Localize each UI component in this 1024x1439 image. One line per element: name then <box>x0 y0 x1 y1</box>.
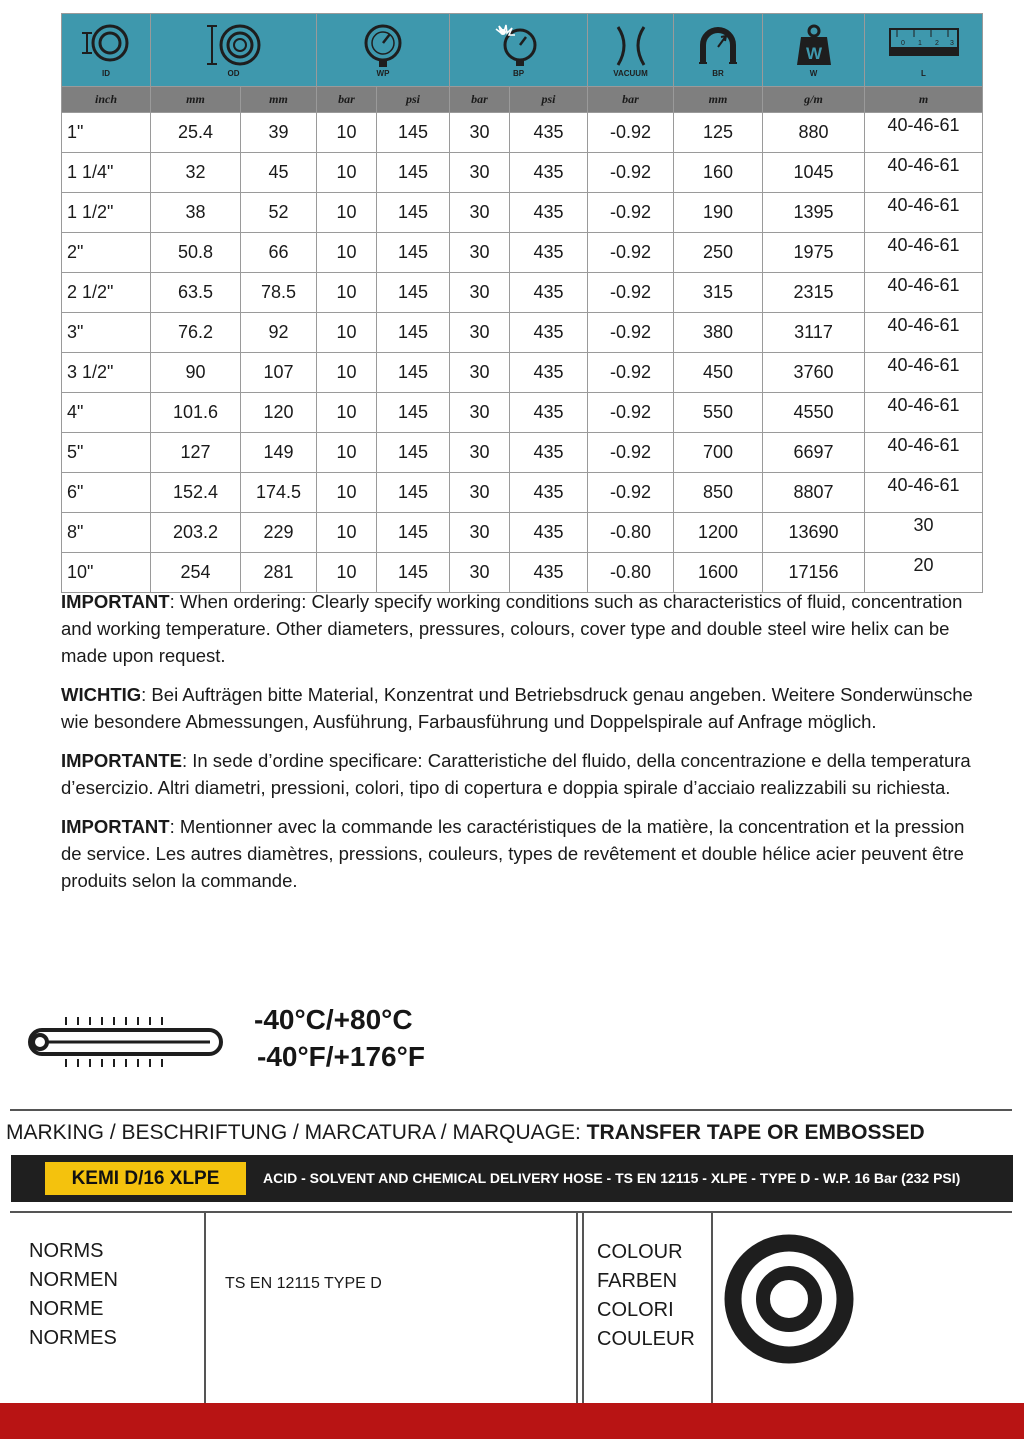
table-cell: 30 <box>450 313 510 353</box>
caption-vacuum: VACUUM <box>613 68 648 78</box>
table-cell: 435 <box>510 273 588 313</box>
table-cell: 63.5 <box>151 273 241 313</box>
table-cell: 10 <box>317 393 377 433</box>
table-cell: 435 <box>510 193 588 233</box>
table-cell: 145 <box>377 553 450 593</box>
product-description: ACID - SOLVENT AND CHEMICAL DELIVERY HOSE - TS EN 12115 - XLPE - TYPE D - W.P. 16 Bar (232 PSI) <box>263 1170 961 1186</box>
table-cell: 190 <box>674 193 763 233</box>
table-cell: 152.4 <box>151 473 241 513</box>
grid-divider <box>711 1213 713 1403</box>
table-cell: 6697 <box>763 433 865 473</box>
table-cell: 40-46-61 <box>865 433 983 473</box>
table-cell: -0.80 <box>588 513 674 553</box>
note-french <box>61 813 981 894</box>
table-cell: 30 <box>450 513 510 553</box>
table-cell: 435 <box>510 353 588 393</box>
table-cell: 203.2 <box>151 513 241 553</box>
marking-method: TRANSFER TAPE OR EMBOSSED <box>586 1121 925 1144</box>
icon-header-row <box>62 14 983 87</box>
colour-label: COLORI <box>597 1299 674 1321</box>
table-cell: 127 <box>151 433 241 473</box>
table-cell: 145 <box>377 473 450 513</box>
unit-cell: mm <box>674 87 763 113</box>
colour-labels <box>597 1238 695 1354</box>
table-cell: 450 <box>674 353 763 393</box>
table-cell: 380 <box>674 313 763 353</box>
table-cell: 40-46-61 <box>865 153 983 193</box>
table-row <box>62 513 983 553</box>
table-cell: 435 <box>510 553 588 593</box>
divider <box>10 1109 1012 1111</box>
ruler-tick-3: 3 <box>949 39 954 47</box>
table-cell: 30 <box>450 393 510 433</box>
table-row <box>62 273 983 313</box>
table-cell: 1045 <box>763 153 865 193</box>
table-cell: 160 <box>674 153 763 193</box>
colour-ring-outer <box>733 1243 845 1355</box>
table-cell: 145 <box>377 433 450 473</box>
grid-divider <box>576 1213 578 1403</box>
note-text: : When ordering: Clearly specify working conditions such as characteristics of fluid, concentration and working temperature. Other diameters, pressures, colours, cover type and double steel wire helix can be made upon request. <box>61 591 963 666</box>
table-cell: 38 <box>151 193 241 233</box>
table-cell: 30 <box>450 113 510 153</box>
unit-cell: bar <box>588 87 674 113</box>
norms-label: NORMS <box>29 1240 104 1262</box>
table-cell: 229 <box>241 513 317 553</box>
header-l <box>865 14 983 87</box>
table-cell: -0.92 <box>588 393 674 433</box>
thermometer-icon <box>24 1012 224 1072</box>
vacuum-icon <box>608 23 654 69</box>
table-cell: 3 1/2" <box>62 353 151 393</box>
table-cell: 435 <box>510 473 588 513</box>
table-cell: 25.4 <box>151 113 241 153</box>
note-label: IMPORTANT <box>61 816 170 837</box>
table-cell: 3760 <box>763 353 865 393</box>
table-cell: 39 <box>241 113 317 153</box>
unit-cell: bar <box>450 87 510 113</box>
unit-cell: psi <box>377 87 450 113</box>
table-cell: 1 1/2" <box>62 193 151 233</box>
table-cell: 52 <box>241 193 317 233</box>
table-cell: 30 <box>450 273 510 313</box>
header-vacuum <box>588 14 674 87</box>
burst-pressure-gauge-icon <box>484 23 554 69</box>
table-cell: 10 <box>317 553 377 593</box>
table-cell: 10 <box>317 193 377 233</box>
table-cell: 145 <box>377 233 450 273</box>
table-cell: 2" <box>62 233 151 273</box>
caption-od: OD <box>227 68 240 78</box>
table-cell: 149 <box>241 433 317 473</box>
caption-w: W <box>809 68 818 78</box>
ruler-tick-0: 0 <box>900 39 905 47</box>
table-cell: 435 <box>510 233 588 273</box>
table-cell: 3117 <box>763 313 865 353</box>
table-cell: 10 <box>317 313 377 353</box>
table-cell: 435 <box>510 153 588 193</box>
caption-id: ID <box>102 68 110 78</box>
footer-band <box>0 1403 1024 1439</box>
table-cell: 92 <box>241 313 317 353</box>
table-cell: 174.5 <box>241 473 317 513</box>
norms-label: NORME <box>29 1298 104 1320</box>
table-cell: 40-46-61 <box>865 353 983 393</box>
table-cell: 145 <box>377 393 450 433</box>
colour-ring-inner <box>763 1273 815 1325</box>
table-cell: -0.92 <box>588 153 674 193</box>
ruler-tick-1: 1 <box>917 39 922 47</box>
table-cell: 17156 <box>763 553 865 593</box>
hose-rings-icon <box>724 1234 854 1364</box>
note-text: : Mentionner avec la commande les caractéristiques de la matière, la concentration et la pression de service. Les autres diamètres, pressions, couleurs, types de revêtement et double hélice acier peuvent être produits selon la commande. <box>61 816 965 891</box>
table-cell: 145 <box>377 113 450 153</box>
norms-labels <box>29 1237 118 1353</box>
norms-label: NORMEN <box>29 1269 118 1291</box>
table-cell: 4" <box>62 393 151 433</box>
unit-cell: g/m <box>763 87 865 113</box>
table-cell: 145 <box>377 313 450 353</box>
bend-radius-icon <box>693 23 743 69</box>
spec-table-body <box>62 113 983 593</box>
inner-diameter-icon <box>76 23 136 69</box>
caption-br: BR <box>712 68 724 78</box>
table-cell: -0.92 <box>588 353 674 393</box>
table-cell: 880 <box>763 113 865 153</box>
colour-label: COULEUR <box>597 1328 695 1350</box>
table-row <box>62 233 983 273</box>
weight-symbol: W <box>805 43 822 63</box>
note-text: : In sede d’ordine specificare: Caratteristiche del fluido, della concentrazione e della temperatura d’esercizio. Altri diametri, pressioni, colori, tipo di copertura e doppia spirale d’acciaio realizzabili su richiesta. <box>61 750 971 798</box>
table-row <box>62 473 983 513</box>
table-row <box>62 313 983 353</box>
unit-cell: mm <box>151 87 241 113</box>
working-pressure-gauge-icon <box>360 23 406 69</box>
temperature-fahrenheit: -40°F/+176°F <box>257 1041 425 1072</box>
table-cell: 40-46-61 <box>865 393 983 433</box>
table-cell: 435 <box>510 113 588 153</box>
table-cell: 10 <box>317 273 377 313</box>
table-cell: 30 <box>450 433 510 473</box>
table-cell: 435 <box>510 433 588 473</box>
table-cell: 2315 <box>763 273 865 313</box>
table-cell: 40-46-61 <box>865 233 983 273</box>
note-label: WICHTIG <box>61 684 142 705</box>
table-cell: 90 <box>151 353 241 393</box>
table-cell: 10 <box>317 153 377 193</box>
table-cell: 250 <box>674 233 763 273</box>
note-italian <box>61 747 981 801</box>
table-cell: 5" <box>62 433 151 473</box>
table-cell: 4550 <box>763 393 865 433</box>
colour-label: FARBEN <box>597 1270 678 1292</box>
table-cell: 10 <box>317 353 377 393</box>
table-cell: 315 <box>674 273 763 313</box>
unit-cell: mm <box>241 87 317 113</box>
table-row <box>62 433 983 473</box>
table-cell: -0.92 <box>588 233 674 273</box>
table-cell: -0.92 <box>588 193 674 233</box>
caption-wp: WP <box>376 68 390 78</box>
table-cell: 13690 <box>763 513 865 553</box>
table-cell: 281 <box>241 553 317 593</box>
table-cell: 1 1/4" <box>62 153 151 193</box>
table-cell: 435 <box>510 313 588 353</box>
divider <box>10 1211 1012 1213</box>
table-cell: -0.92 <box>588 273 674 313</box>
table-cell: 10 <box>317 233 377 273</box>
table-cell: 1200 <box>674 513 763 553</box>
table-cell: 10 <box>317 473 377 513</box>
table-cell: 145 <box>377 353 450 393</box>
table-cell: 1975 <box>763 233 865 273</box>
table-cell: -0.92 <box>588 113 674 153</box>
marking-title <box>6 1121 925 1145</box>
caption-bp: BP <box>512 68 525 78</box>
table-row <box>62 153 983 193</box>
header-id <box>62 14 151 87</box>
table-cell: 2 1/2" <box>62 273 151 313</box>
table-cell: 3" <box>62 313 151 353</box>
table-cell: 20 <box>865 553 983 593</box>
table-cell: 30 <box>450 553 510 593</box>
table-cell: 145 <box>377 513 450 553</box>
note-label: IMPORTANTE <box>61 750 182 771</box>
table-cell: -0.92 <box>588 433 674 473</box>
table-cell: -0.92 <box>588 473 674 513</box>
table-cell: 145 <box>377 153 450 193</box>
table-cell: 6" <box>62 473 151 513</box>
table-row <box>62 393 983 433</box>
norms-label: NORMES <box>29 1327 117 1349</box>
table-cell: 145 <box>377 273 450 313</box>
table-cell: 40-46-61 <box>865 273 983 313</box>
table-cell: 50.8 <box>151 233 241 273</box>
table-cell: 435 <box>510 513 588 553</box>
header-wp <box>317 14 450 87</box>
table-cell: 700 <box>674 433 763 473</box>
temperature-celsius: -40°C/+80°C <box>254 1004 413 1035</box>
product-name-badge: KEMI D/16 XLPE <box>45 1162 246 1195</box>
table-cell: 101.6 <box>151 393 241 433</box>
note-label: IMPORTANT <box>61 591 170 612</box>
product-marking-bar <box>11 1155 1013 1202</box>
table-cell: 30 <box>450 473 510 513</box>
table-cell: 120 <box>241 393 317 433</box>
weight-icon <box>791 23 837 69</box>
note-english <box>61 588 981 669</box>
unit-cell: psi <box>510 87 588 113</box>
table-cell: -0.80 <box>588 553 674 593</box>
length-ruler-icon <box>887 23 961 69</box>
note-german <box>61 681 981 735</box>
table-cell: 1" <box>62 113 151 153</box>
table-cell: 550 <box>674 393 763 433</box>
table-cell: 10" <box>62 553 151 593</box>
table-cell: -0.92 <box>588 313 674 353</box>
table-cell: 107 <box>241 353 317 393</box>
table-cell: 30 <box>450 153 510 193</box>
table-row <box>62 193 983 233</box>
table-cell: 10 <box>317 113 377 153</box>
ruler-tick-2: 2 <box>934 39 939 47</box>
table-cell: 40-46-61 <box>865 313 983 353</box>
table-row <box>62 553 983 593</box>
note-text: : Bei Aufträgen bitte Material, Konzentrat und Betriebsdruck genau angeben. Weitere Sonderwünsche wie besondere Abmessungen, Ausführung, Farbausführung und Doppelspirale auf Anfrage möglich. <box>61 684 973 732</box>
table-cell: 10 <box>317 433 377 473</box>
table-cell: 40-46-61 <box>865 473 983 513</box>
table-cell: 40-46-61 <box>865 193 983 233</box>
table-cell: 40-46-61 <box>865 113 983 153</box>
table-cell: 8807 <box>763 473 865 513</box>
colour-label: COLOUR <box>597 1241 683 1263</box>
table-cell: 254 <box>151 553 241 593</box>
header-od <box>151 14 317 87</box>
table-cell: 32 <box>151 153 241 193</box>
header-bp <box>450 14 588 87</box>
table-cell: 1395 <box>763 193 865 233</box>
table-row <box>62 113 983 153</box>
outer-diameter-icon <box>199 23 269 69</box>
marking-prefix: MARKING / BESCHRIFTUNG / MARCATURA / MARQUAGE: <box>6 1121 587 1144</box>
norms-value: TS EN 12115 TYPE D <box>225 1275 382 1292</box>
caption-l: L <box>921 68 926 78</box>
unit-cell: m <box>865 87 983 113</box>
table-cell: 8" <box>62 513 151 553</box>
table-cell: 1600 <box>674 553 763 593</box>
grid-divider <box>204 1213 206 1403</box>
table-cell: 45 <box>241 153 317 193</box>
table-cell: 10 <box>317 513 377 553</box>
header-br <box>674 14 763 87</box>
table-cell: 76.2 <box>151 313 241 353</box>
unit-cell: inch <box>62 87 151 113</box>
table-cell: 30 <box>450 233 510 273</box>
grid-divider <box>582 1213 584 1403</box>
header-w <box>763 14 865 87</box>
spec-table <box>61 13 983 593</box>
notes-section <box>61 588 981 906</box>
units-row <box>62 87 983 113</box>
table-cell: 30 <box>865 513 983 553</box>
table-cell: 66 <box>241 233 317 273</box>
table-cell: 125 <box>674 113 763 153</box>
table-cell: 435 <box>510 393 588 433</box>
table-cell: 30 <box>450 193 510 233</box>
table-cell: 30 <box>450 353 510 393</box>
table-cell: 78.5 <box>241 273 317 313</box>
table-cell: 850 <box>674 473 763 513</box>
table-row <box>62 353 983 393</box>
table-cell: 145 <box>377 193 450 233</box>
unit-cell: bar <box>317 87 377 113</box>
